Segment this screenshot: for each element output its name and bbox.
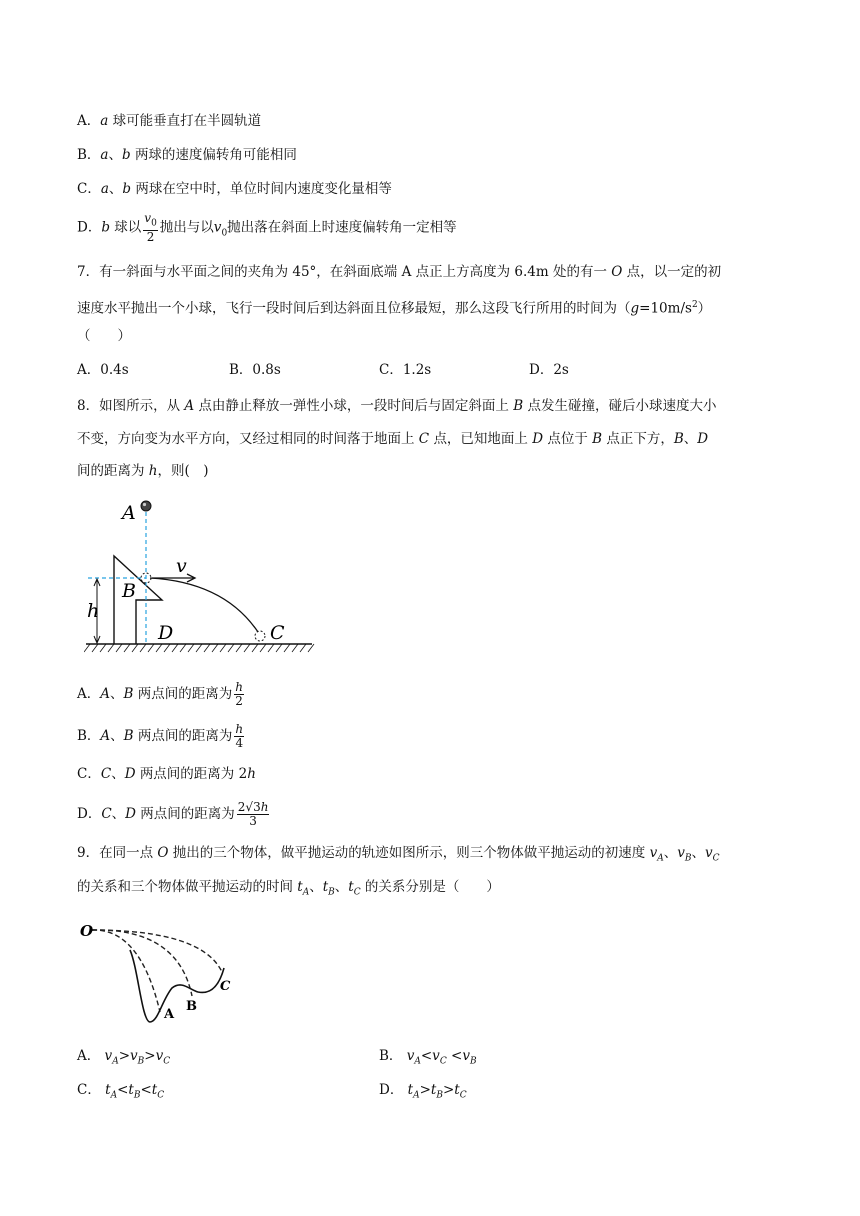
label-c: C [220, 979, 231, 994]
label-h: h [87, 600, 100, 622]
ball-a [141, 501, 151, 511]
q8-figure [84, 496, 316, 658]
label-b: B [122, 580, 136, 602]
q8-option-d: D．C、D 两点间的距离为 $\frac{2√3h}{3}$ [77, 800, 269, 828]
q8-stem-line2: 不变，方向变为水平方向，又经过相同的时间落于地面上 C 点，已知地面上 D 点位于 B 点正下方，B、D [77, 431, 709, 447]
fraction-h-over-4: $\frac{h}{4}$ [235, 722, 244, 750]
q6-option-d: D．b 球以 $\frac{v_0}{2}$ 抛出与以$v_0$抛出落在斜面上时速度偏转角一定相等 [77, 211, 457, 245]
q7-option-c: C．1.2s [379, 362, 432, 378]
q9-figure [78, 918, 236, 1028]
q7-stem-line2: 速度水平抛出一个小球，飞行一段时间后到达斜面且位移最短，那么这段飞行所用的时间为$(g=10m/s^2)$ [77, 300, 712, 317]
q8-stem-line1: 8．如图所示，从 A 点由静止释放一弹性小球，一段时间后与固定斜面上 B 点发生碰撞，碰后小球速度大小 [77, 398, 717, 414]
label-a: A [164, 1007, 175, 1022]
q8-option-a: A．A、B 两点间的距离为 $\frac{h}{2}$ [77, 680, 243, 708]
label-o: O [80, 922, 94, 940]
label-v: v [176, 555, 187, 577]
q7-answer-bracket: （ ） [77, 328, 131, 344]
q8-option-c: C．C、D 两点间的距离为 2h [77, 766, 256, 782]
q9-stem-line1: 9．在同一点 O 抛出的三个物体，做平抛运动的轨迹如图所示，则三个物体做平抛运动的初速度 $v_A$、$v_B$、$v_C$ [77, 845, 720, 864]
q9-option-b: B． $v_A<v_C <v_B$ [379, 1048, 477, 1067]
ground-hatch [84, 644, 314, 652]
q9-option-d: D． $t_A>t_B>t_C$ [379, 1082, 467, 1101]
label-a: A [122, 502, 136, 524]
ground-curve [130, 950, 224, 1022]
fraction-h-over-2: $\frac{h}{2}$ [235, 680, 243, 708]
q9-option-c: C． $t_A<t_B<t_C$ [77, 1082, 165, 1101]
q7-option-d: D．2s [529, 362, 569, 378]
ball-c [255, 631, 265, 641]
fraction-v0-over-2: $\frac{v_0}{2}$ [144, 211, 157, 245]
label-b: B [186, 999, 197, 1014]
label-c: C [270, 622, 285, 644]
q8-stem-line3: 间的距离为 h，则( ) [77, 463, 209, 479]
q7-option-a: A．0.4s [77, 362, 129, 378]
q7-option-b: B．0.8s [229, 362, 281, 378]
fraction-2sqrt3h-over-3: $\frac{2√3h}{3}$ [237, 800, 269, 828]
q9-option-a: A． $v_A>v_B>v_C$ [77, 1048, 171, 1067]
trajectory-a [92, 930, 160, 1012]
q6-option-b: B．a、b 两球的速度偏转角可能相同 [77, 147, 297, 163]
q6-option-c: C．a、b 两球在空中时，单位时间内速度变化量相等 [77, 181, 392, 197]
q6-option-a: A．a 球可能垂直打在半圆轨道 [77, 113, 262, 129]
q9-stem-line2: 的关系和三个物体做平抛运动的时间 $t_A$、$t_B$、$t_C$ 的关系分别是（ ） [77, 879, 500, 898]
q7-stem-line1: 7．有一斜面与水平面之间的夹角为 45°，在斜面底端 A 点正上方高度为 6.4m 处的有一 O 点，以一定的初 [77, 264, 722, 280]
trajectory-c [92, 930, 222, 972]
q8-option-b: B．A、B 两点间的距离为 $\frac{h}{4}$ [77, 722, 244, 750]
label-d: D [158, 622, 174, 644]
